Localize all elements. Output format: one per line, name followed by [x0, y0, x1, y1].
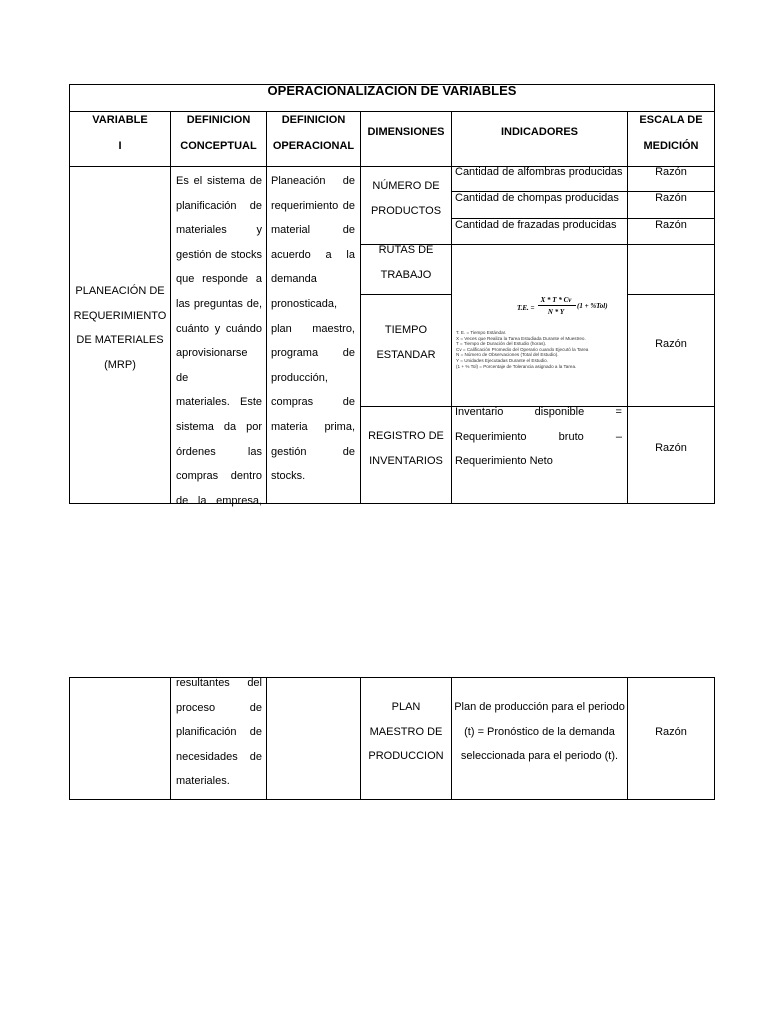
variable-cell: [70, 279, 170, 377]
def-conceptual-line: materiales.: [176, 775, 230, 788]
scale-plan-maestro: Razón: [655, 726, 687, 738]
header-escala-line1: ESCALA DE: [639, 114, 703, 126]
variable-line: (MRP): [104, 358, 136, 371]
header-dimensiones: DIMENSIONES: [367, 126, 445, 138]
dimension-tiempo-estandar: [361, 318, 451, 367]
col-divider-2: [266, 111, 267, 504]
indicator-registro-line1: [455, 400, 622, 425]
header-def-conceptual-line1: DEFINICION: [186, 114, 251, 126]
def-operacional-line: demanda: [271, 273, 317, 286]
title-row-divider: [69, 111, 715, 112]
def-conceptual-line: de la empresa,: [176, 494, 262, 507]
indicator-registro-line3: Requerimiento Neto: [455, 455, 553, 468]
dimension-line: NÚMERO DE: [372, 180, 440, 192]
indicator-frazadas: Cantidad de frazadas producidas: [455, 219, 617, 231]
formula-denominator: N * Y: [547, 308, 565, 316]
dimension-rutas-trabajo: [361, 238, 451, 287]
def-conceptual-line: materiales. Este: [176, 396, 262, 409]
def-conceptual-line: materiales y: [176, 224, 262, 237]
scale-tiempo-estandar: Razón: [655, 338, 687, 350]
indicator-registro-inventarios: [455, 400, 622, 474]
dimension-line: INVENTARIOS: [369, 454, 443, 467]
table2-border-top: [69, 677, 715, 678]
scale-chompas: Razón: [655, 192, 687, 204]
dimension-line: ESTANDAR: [376, 348, 436, 361]
def-conceptual-line: planificación de: [176, 199, 262, 212]
variable-line: DE MATERIALES: [76, 334, 164, 347]
scale-alfombras: Razón: [655, 166, 687, 178]
dimension-line: PRODUCCION: [368, 750, 444, 763]
indicator-plan-maestro: [452, 695, 627, 769]
def-conceptual-line: necesidades de: [176, 750, 262, 763]
def-operacional-line: materia prima,: [271, 420, 355, 433]
indicator-line: seleccionada para el periodo (t).: [460, 750, 619, 763]
table2-border-left: [69, 677, 70, 800]
indicator-word: Requerimiento: [455, 430, 527, 443]
def-conceptual-line: planificación de: [176, 726, 262, 739]
indicator-registro-line2: [455, 425, 622, 450]
def-conceptual-line: cuánto y cuándo: [176, 322, 262, 335]
dimension-plan-maestro: [361, 695, 451, 769]
dimension-registro-inventarios: [361, 424, 451, 473]
formula-numerator: X * T * Cv: [540, 296, 572, 304]
dimension-line: REGISTRO DE: [368, 430, 444, 442]
header-variable-line2: I: [118, 140, 122, 152]
def-conceptual-line: resultantes del: [176, 677, 262, 689]
def-conceptual-line: proceso de: [176, 701, 262, 714]
def-operacional-cell: [271, 169, 355, 489]
def-operacional-line: gestión de: [271, 445, 355, 458]
table2-border-bottom: [69, 799, 715, 800]
header-variable-line1: VARIABLE: [92, 114, 148, 126]
def-operacional-line: plan maestro,: [271, 322, 355, 335]
def-operacional-line: stocks.: [271, 470, 306, 483]
dimension-line: RUTAS DE: [378, 244, 434, 256]
indicator-line: (t) = Pronóstico de la demanda: [464, 725, 615, 738]
table-title: OPERACIONALIZACION DE VARIABLES: [267, 83, 517, 98]
def-operacional-line: producción,: [271, 371, 328, 384]
scale-divider-2: [627, 294, 715, 295]
variable-line: REQUERIMIENTO: [73, 309, 167, 322]
dimension-line: TRABAJO: [380, 268, 432, 281]
dimension-divider-2: [360, 294, 452, 295]
def-conceptual-line: compras dentro: [176, 470, 262, 483]
table2-border-right: [714, 677, 715, 800]
formula-legend-line: X = Veces que Realiza la Tarea Estudiada Durante el Muestreo.: [456, 335, 586, 341]
formula-legend-line: (1 + % Tol) = Porcentaje de Tolerancia asignado a la Tarea.: [456, 363, 577, 369]
def-operacional-line: programa de: [271, 347, 355, 360]
dimension-line: PLAN: [391, 701, 421, 713]
table2-def-conceptual-cell: [176, 671, 262, 794]
def-conceptual-line: las preguntas de,: [176, 297, 262, 310]
def-conceptual-cell: [176, 169, 262, 513]
table2-col-divider-2: [266, 677, 267, 800]
table2-col-divider-1: [170, 677, 171, 800]
def-conceptual-line: sistema da por: [176, 420, 262, 433]
def-operacional-line: pronosticada,: [271, 297, 338, 310]
header-def-operacional-line2: OPERACIONAL: [272, 140, 355, 152]
def-conceptual-line: que responde a: [176, 273, 262, 286]
header-def-conceptual-line2: CONCEPTUAL: [180, 140, 257, 152]
def-operacional-line: requerimiento de: [271, 199, 355, 212]
table-border-bottom: [69, 503, 715, 504]
table-border-right: [714, 84, 715, 504]
indicator-word: –: [615, 430, 622, 443]
dimension-numero-productos: [361, 174, 451, 223]
scale-registro-inventarios: Razón: [655, 442, 687, 454]
header-indicadores: INDICADORES: [500, 126, 578, 138]
header-escala-line2: MEDICIÓN: [643, 140, 699, 152]
scale-frazadas: Razón: [655, 219, 687, 231]
dimension-line: MAESTRO DE: [369, 725, 443, 738]
formula-legend-line: N = Número de Observaciones (Total del Estudio).: [456, 352, 559, 358]
indicator-word: Inventario: [455, 406, 504, 418]
formula-legend: [456, 330, 626, 369]
indicator-chompas: Cantidad de chompas producidas: [455, 192, 619, 204]
def-operacional-line: Planeación de: [271, 175, 355, 187]
def-conceptual-line: órdenes las: [176, 445, 262, 458]
indicator-line: Plan de producción para el periodo: [454, 701, 625, 713]
col-divider-1: [170, 111, 171, 504]
formula-legend-line: Cv = Calificación Promedio del Operario cuando Ejecutó la Tarea: [456, 346, 589, 352]
dimension-line: PRODUCTOS: [370, 204, 442, 217]
variable-line: PLANEACIÓN DE: [75, 285, 165, 297]
dimension-line: TIEMPO: [384, 324, 428, 336]
def-operacional-line: acuerdo a la: [271, 248, 355, 261]
formula-lhs: T.E. =: [517, 304, 535, 312]
formula-legend-line: Y = Unidades Ejecutadas Durante el Estudio.: [456, 357, 548, 363]
def-operacional-line: material de: [271, 224, 355, 237]
formula-fraction-bar: [538, 305, 576, 306]
formula-legend-line: T. E. = Tiempo Estándar.: [456, 330, 507, 335]
header-def-operacional-line1: DEFINICION: [281, 114, 346, 126]
indicator-word: =: [615, 406, 622, 418]
formula-tolerance-factor: (1 + %Tol): [577, 302, 608, 310]
def-conceptual-line: aprovisionarse de: [176, 347, 248, 384]
formula-legend-line: T = Tiempo de Duración del Estudio (horas).: [456, 341, 547, 347]
indicator-word: disponible: [534, 406, 585, 418]
def-operacional-line: compras de: [271, 396, 355, 409]
indicator-word: bruto: [558, 430, 584, 443]
def-conceptual-line: gestión de stocks: [176, 248, 262, 261]
def-conceptual-line: Es el sistema de: [176, 175, 262, 187]
standard-time-formula: [452, 294, 627, 406]
indicator-alfombras: Cantidad de alfombras producidas: [455, 166, 623, 178]
